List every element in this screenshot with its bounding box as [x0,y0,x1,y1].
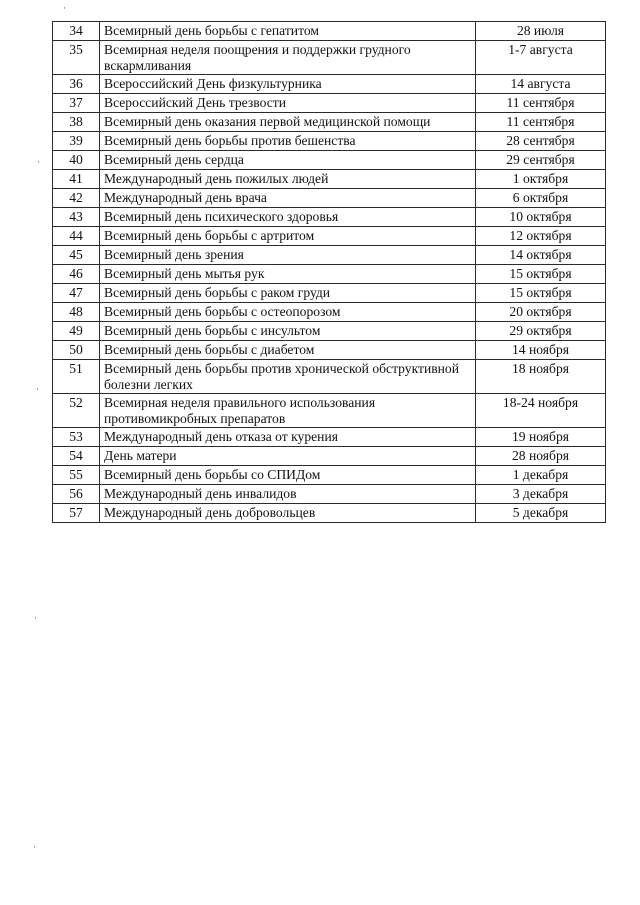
event-date: 1-7 августа [476,41,606,75]
table-row [53,322,606,341]
table-row [53,341,606,360]
row-number: 40 [53,151,100,170]
event-date: 1 декабря [476,466,606,485]
row-number: 51 [53,360,100,394]
event-date: 28 июля [476,22,606,41]
event-date: 18-24 ноября [476,394,606,428]
event-name: Международный день врача [100,189,476,208]
event-name: Международный день инвалидов [100,485,476,504]
event-name: Международный день пожилых людей [100,170,476,189]
row-number: 37 [53,94,100,113]
row-number: 35 [53,41,100,75]
event-name: Всемирный день сердца [100,151,476,170]
event-date: 11 сентября [476,113,606,132]
table-row [53,428,606,447]
event-date: 20 октября [476,303,606,322]
row-number: 49 [53,322,100,341]
event-name: День матери [100,447,476,466]
row-number: 50 [53,341,100,360]
table-row [53,284,606,303]
event-name: Международный день отказа от курения [100,428,476,447]
event-date: 14 ноября [476,341,606,360]
event-date: 11 сентября [476,94,606,113]
row-number: 41 [53,170,100,189]
table-row [53,151,606,170]
row-number: 39 [53,132,100,151]
row-number: 44 [53,227,100,246]
table-row [53,208,606,227]
row-number: 55 [53,466,100,485]
event-date: 28 ноября [476,447,606,466]
row-number: 52 [53,394,100,428]
row-number: 43 [53,208,100,227]
table-row [53,466,606,485]
row-number: 42 [53,189,100,208]
event-date: 29 сентября [476,151,606,170]
table-row [53,170,606,189]
event-name: Всемирный день психического здоровья [100,208,476,227]
table-row [53,41,606,75]
row-number: 57 [53,504,100,523]
row-number: 36 [53,75,100,94]
table-row [53,22,606,41]
event-name: Международный день добровольцев [100,504,476,523]
health-events-table [52,21,606,523]
event-name: Всемирный день борьбы с инсультом [100,322,476,341]
event-name: Всемирный день борьбы против бешенства [100,132,476,151]
event-name: Всемирный день борьбы со СПИДом [100,466,476,485]
table-row [53,504,606,523]
table-row [53,113,606,132]
table-row [53,485,606,504]
table-body [53,22,606,523]
scan-speck: · [63,3,66,13]
event-name: Всемирный день борьбы с раком груди [100,284,476,303]
table-row [53,75,606,94]
row-number: 54 [53,447,100,466]
event-date: 6 октября [476,189,606,208]
event-date: 3 декабря [476,485,606,504]
event-date: 29 октября [476,322,606,341]
event-date: 18 ноября [476,360,606,394]
row-number: 53 [53,428,100,447]
event-date: 15 октября [476,284,606,303]
event-name: Всемирный день оказания первой медицинской помощи [100,113,476,132]
event-date: 5 декабря [476,504,606,523]
table-row [53,94,606,113]
table-row [53,394,606,428]
scan-speck: · [37,157,40,167]
table-row [53,132,606,151]
table-row [53,227,606,246]
event-name: Всемирный день борьбы с диабетом [100,341,476,360]
table-row [53,360,606,394]
scan-speck: · [33,842,36,852]
event-date: 14 октября [476,246,606,265]
event-name: Всемирный день борьбы с остеопорозом [100,303,476,322]
event-date: 15 октября [476,265,606,284]
row-number: 56 [53,485,100,504]
row-number: 48 [53,303,100,322]
row-number: 38 [53,113,100,132]
scan-speck: · [34,613,37,623]
table-row [53,265,606,284]
event-name: Всемирный день борьбы против хронической обструктивной болезни легких [100,360,476,394]
event-name: Всемирный день зрения [100,246,476,265]
event-name: Всероссийский День физкультурника [100,75,476,94]
row-number: 47 [53,284,100,303]
event-name: Всемирная неделя поощрения и поддержки грудного вскармливания [100,41,476,75]
event-date: 1 октября [476,170,606,189]
event-name: Всемирная неделя правильного использования противомикробных препаратов [100,394,476,428]
event-date: 28 сентября [476,132,606,151]
table-row [53,189,606,208]
event-name: Всемирный день борьбы с артритом [100,227,476,246]
table-row [53,303,606,322]
table-row [53,246,606,265]
event-name: Всемирный день борьбы с гепатитом [100,22,476,41]
row-number: 45 [53,246,100,265]
row-number: 46 [53,265,100,284]
event-date: 10 октября [476,208,606,227]
event-date: 19 ноября [476,428,606,447]
row-number: 34 [53,22,100,41]
event-name: Всемирный день мытья рук [100,265,476,284]
table-row [53,447,606,466]
event-date: 14 августа [476,75,606,94]
scan-speck: · [36,384,39,394]
event-name: Всероссийский День трезвости [100,94,476,113]
event-date: 12 октября [476,227,606,246]
